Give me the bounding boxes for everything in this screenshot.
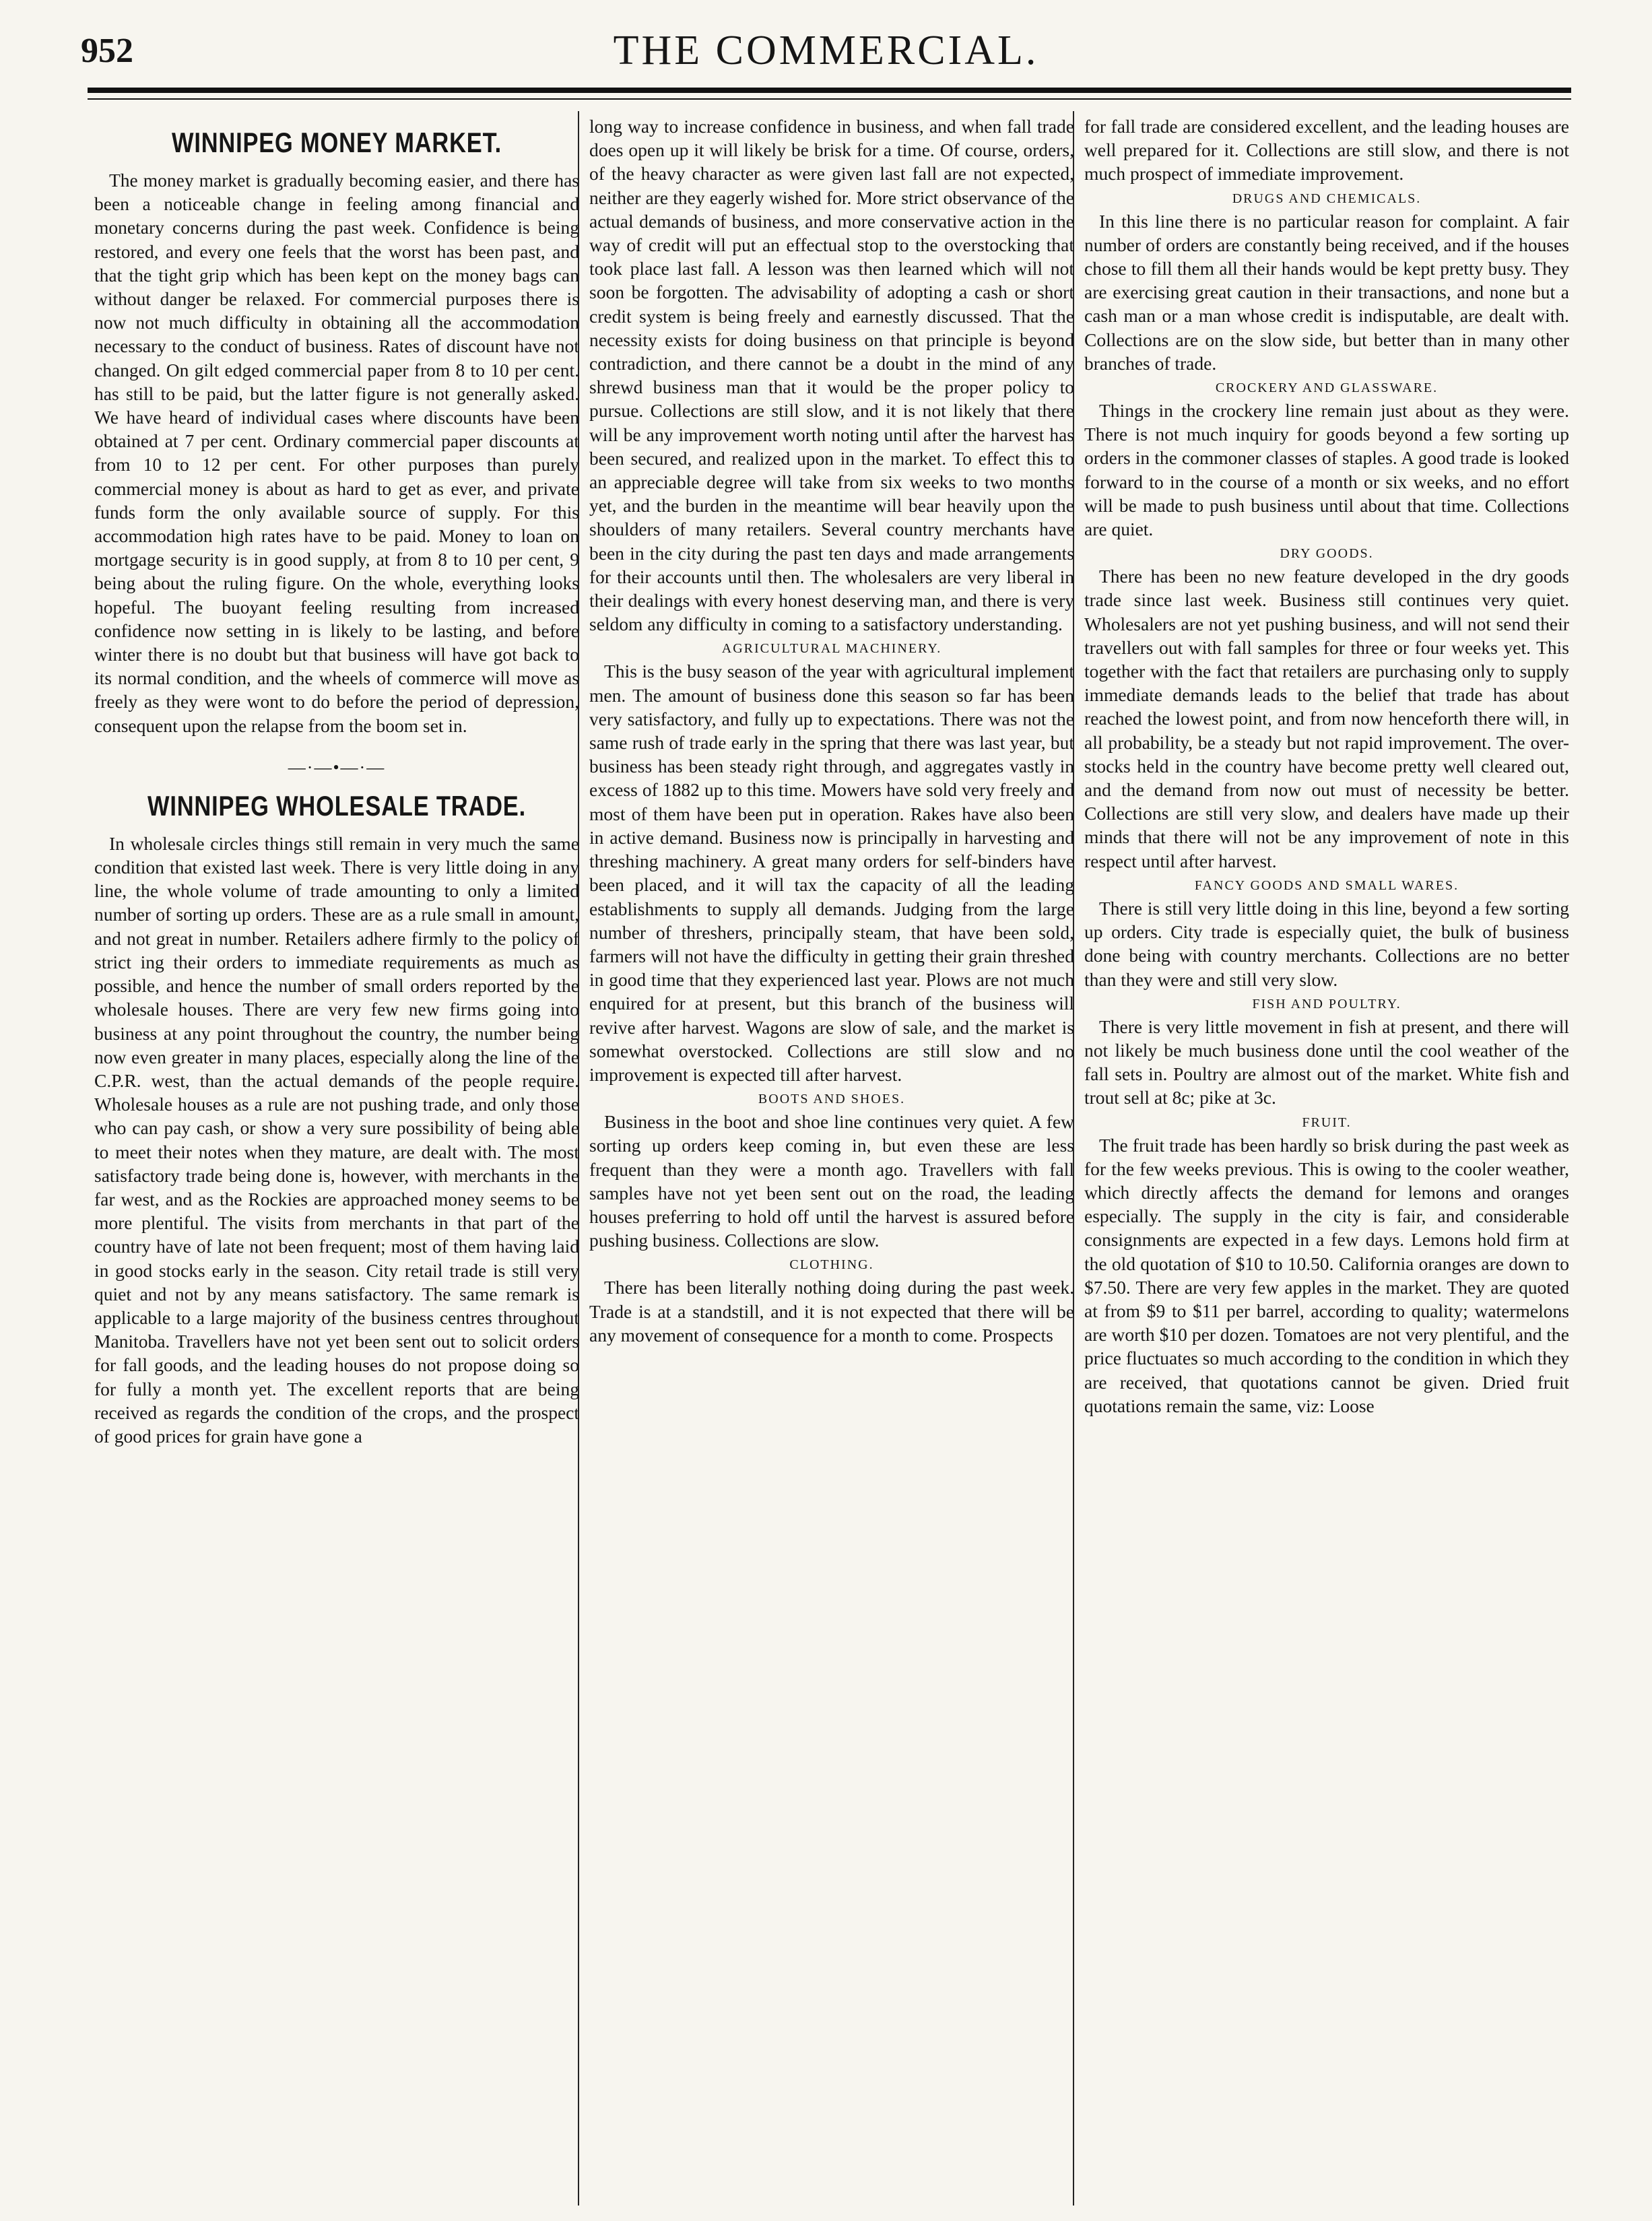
clothing-continued: for fall trade are considered excellent, and the leading houses are well prepared for it. Collections are still slow, and there is not much prospect of immediate improvement. — [1084, 116, 1569, 185]
masthead-rule-thin — [88, 98, 1571, 100]
wholesale-trade-continued: long way to increase confidence in business, and when fall trade does open up it will likely be brisk for a time. Of course, orders, of the heavy character as were given last fall are not expected, neither are they eagerly wished for. More strict observance of the actual demands of business, and more conservative action in the way of credit will put an effectual stop to the overstocking that took place last fall. A lesson was then learned which will not soon be forgotten. The advisability of adopting a cash or short credit system is being freely and earnestly discussed. That the necessity exists for doing business on that principle is beyond contradiction, and there cannot be a doubt in the mind of any shrewd business man that it would be the proper policy to pursue. Collections are still slow, and it is not likely that there will be any improvement worth noting until after the harvest has been secured, and realized upon in the market. To effect this to an appreciable degree will take from six weeks to two months yet, and the burden in the meantime will bear heavily upon the shoulders of many retailers. Several country merchants have been in the city during the past ten days and made arrangements for their accounts until then. The wholesalers are very liberal in their dealings with every honest deserving man, and there is very seldom any difficulty in coming to a satisfactory understanding. — [589, 116, 1074, 635]
fancy-goods-article: There is still very little doing in this line, beyond a few sorting up orders. City trade is especially quiet, the bulk of business done being with country merchants. Collections are no better than they were and still very slow. — [1084, 897, 1569, 990]
wholesale-trade-heading: WINNIPEG WHOLESALE TRADE. — [147, 789, 526, 822]
money-market-heading: WINNIPEG MONEY MARKET. — [171, 127, 502, 158]
fancy-goods-heading: FANCY GOODS AND SMALL WARES. — [1194, 877, 1459, 893]
dry-goods-article: There has been no new feature developed in the dry goods trade since last week. Business still continues very quiet. Wholesalers are not yet pushing business, and will not send their travellers out with fall samples for three or four weeks yet. This together with the fact that retailers are purchasing only to supply immediate demands leads to the belief that trade has about reached the lowest point, and from now henceforth there will, in all probability, be a steady but not rapid improvement. The over-stocks held in the country have become pretty well cleared out, and the demand from now out must of necessity be better. Collections are still very slow, and dealers have made up their minds that there will not be any improvement of note in this respect until after harvest. — [1084, 566, 1569, 871]
column-2 — [589, 114, 1074, 2202]
masthead — [81, 27, 1571, 81]
masthead-rule-thick — [88, 88, 1571, 93]
agricultural-machinery-heading: AGRICULTURAL MACHINERY. — [721, 641, 942, 657]
dry-goods-heading: DRY GOODS. — [1280, 546, 1374, 562]
agricultural-machinery-article: This is the busy season of the year with agricultural implement men. The amount of business done this season so far has been very satisfactory, and fully up to expectations. There was not the same rush of trade early in the spring that there was last year, but business has been steady right through, and aggregates vastly in excess of 1882 up to this time. Mowers have sold very freely and most of them have been put in operation. Rakes have also been in active demand. Business now is principally in harvesting and threshing machinery. A great many orders for self-binders have been placed, and it will tax the capacity of all the leading establishments to supply all demands. Judging from the large number of threshers, principally steam, that have been sold, farmers will not have the difficulty in getting their grain threshed in good time that they experienced last year. Plows are not much enquired for at present, but this branch of the business will revive after harvest. Wagons are slow of sale, and the market is somewhat overstocked. Collections are still slow and no improvement is expected till after harvest. — [589, 661, 1074, 1085]
money-market-article: The money market is gradually becoming easier, and there has been a noticeable change in feeling among financial and monetary concerns during the past week. Confidence is being restored, and every one feels that the worst has been past, and that the tight grip which has been kept on the money bags can without danger be relaxed. For commercial purposes there is now not much difficulty in obtaining all the accommodation necessary to the conduct of business. Rates of discount have not changed. On gilt edged commercial paper from 8 to 10 per cent. has still to be paid, but the latter figure is not generally asked. We have heard of individual cases where discounts have been obtained at 7 per cent. Ordinary commercial paper discounts at from 10 to 12 per cent. For other purposes than purely commercial money is about as hard to get as ever, and private funds form the only available source of supply. For this accommodation high rates have to be paid. Money to loan on mortgage security is in good supply, at from 8 to 10 per cent, 9 being about the ruling figure. On the whole, everything looks hopeful. The buoyant feeling resulting from increased confidence now setting in is likely to be lasting, and before winter there is no doubt but that business will have got back to its normal condition, and the wheels of commerce will move as freely as they were wont to do before the period of depression, consequent upon the relapse from the boom set in. — [94, 170, 579, 736]
column-3 — [1084, 114, 1569, 2202]
drugs-chemicals-heading: DRUGS AND CHEMICALS. — [1232, 191, 1422, 206]
section-separator: —·—•—·— — [288, 757, 386, 777]
page-number: 952 — [81, 32, 133, 70]
newspaper-title: THE COMMERCIAL. — [613, 28, 1039, 73]
fruit-article: The fruit trade has been hardly so brisk during the past week as for the few weeks previous. This is owing to the cooler weather, which directly affects the demand for lemons and oranges especially. The supply in the city is fair, and considerable consignments are expected in a few days. Lemons hold firm at the old quotation of $10 to 10.50. California oranges are down to $7.50. There are very few apples in the market. They are quoted at from $9 to $11 per barrel, according to quality; watermelons are worth $10 per dozen. Tomatoes are not very plentiful, and the price fluctuates so much according to the condition in which they are received, that quotations cannot be given. Dried fruit quotations remain the same, viz: Loose — [1084, 1134, 1569, 1416]
fruit-heading: FRUIT. — [1302, 1115, 1352, 1130]
crockery-glassware-heading: CROCKERY AND GLASSWARE. — [1215, 380, 1439, 396]
clothing-heading: CLOTHING. — [789, 1257, 874, 1273]
boots-shoes-heading: BOOTS AND SHOES. — [758, 1092, 906, 1107]
boots-shoes-article: Business in the boot and shoe line continues very quiet. A few sorting up orders keep coming in, but even these are less frequent than they were a month ago. Travellers with fall samples have not yet been sent out on the road, the leading houses preferring to hold off until the harvest is assured before pushing business. Collections are slow. — [589, 1111, 1074, 1251]
column-1 — [94, 114, 579, 2202]
fish-poultry-heading: FISH AND POULTRY. — [1252, 996, 1401, 1012]
fish-poultry-article: There is very little movement in fish at present, and there will not likely be much business done until the cool weather of the fall sets in. Poultry are almost out of the market. White fish and trout sell at 8c; pike at 3c. — [1084, 1016, 1569, 1108]
clothing-article: There has been literally nothing doing during the past week. Trade is at a standstill, and it is not expected that there will be any movement of consequence for a month to come. Prospects — [589, 1277, 1074, 1346]
wholesale-trade-article: In wholesale circles things still remain in very much the same condition that existed last week. There is very little doing in any line, the whole volume of trade amounting to only a limited number of sorting up orders. These are as a rule small in amount, and not great in number. Retailers adhere firmly to the policy of strict ing their orders to immediate requirements as much as possible, and hence the number of small orders reported by the wholesale houses. There are very few new firms going into business at any point throughout the country, the number being now even greater in many places, especially along the line of the C.P.R. west, than the actual demands of the people require. Wholesale houses as a rule are not pushing trade, and only those who can pay cash, or show a very sure possibility of being able to meet their notes when they mature, are dealt with. The most satisfactory trade being done is, however, with merchants in the far west, and as the Rockies are approached money seems to be more plentiful. The visits from merchants in that part of the country have of late not been frequent; most of them having laid in good stocks early in the season. City retail trade is still very quiet and not by any means satisfactory. The same remark is applicable to a large majority of the business centres throughout Manitoba. Travellers have not yet been sent out to solicit orders for fall goods, and the leading houses do not propose doing so for fully a month yet. The excellent reports that are being received as regards the condition of the crops, and the prospect of good prices for grain have gone a — [94, 832, 579, 1447]
drugs-chemicals-article: In this line there is no particular reason for complaint. A fair number of orders are constantly being received, and if the houses chose to fill them all their hands would be kept pretty busy. They are exercising great caution in their transactions, and none but a cash man or a man whose credit is indisputable, are dealt with. Collections are on the slow side, but better than in many other branches of trade. — [1084, 210, 1569, 374]
crockery-glassware-article: Things in the crockery line remain just about as they were. There is not much inquiry for goods beyond a few sorting up orders in the commoner classes of staples. A good trade is looked forward to in the course of a month or six weeks, and no effort will be made to push business until about that time. Collections are quiet. — [1084, 400, 1569, 540]
